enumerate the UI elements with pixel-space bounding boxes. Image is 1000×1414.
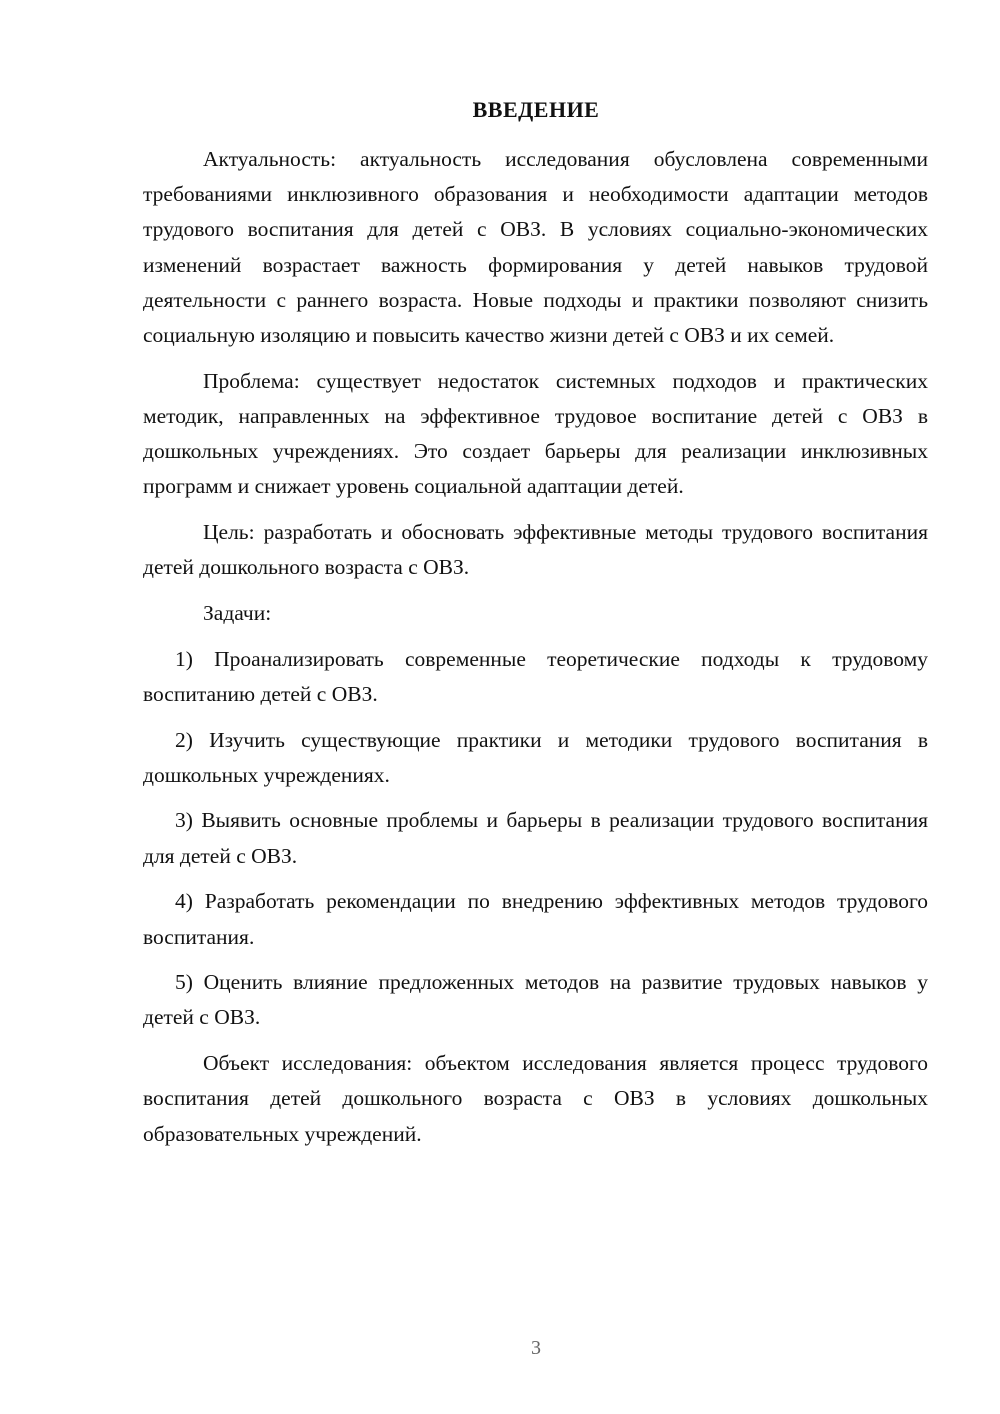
task-item-1: 1) Проанализировать современные теоретические подходы к трудовому воспитанию детей с ОВЗ.: [143, 646, 928, 706]
paragraph-problem: Проблема: существует недостаток системных подходов и практических методик, направленных на эффективное трудовое воспитание детей с ОВЗ в дошкольных учреждениях. Это создает барьеры для реализации инклюзивных программ и снижает уровень социальной адаптации детей.: [143, 368, 928, 499]
paragraph-goal: Цель: разработать и обосновать эффективные методы трудового воспитания детей дошкольного возраста с ОВЗ.: [143, 520, 928, 580]
document-body: [143, 142, 928, 1152]
task-item-5: 5) Оценить влияние предложенных методов на развитие трудовых навыков у детей с ОВЗ.: [143, 970, 928, 1030]
paragraph-research-object: Объект исследования: объектом исследования является процесс трудового воспитания детей дошкольного возраста с ОВЗ в условиях дошкольных образовательных учреждений.: [143, 1051, 928, 1146]
paragraph-relevance: Актуальность: актуальность исследования обусловлена современными требованиями инклюзивного образования и необходимости адаптации методов трудового воспитания для детей с ОВЗ. В условиях социально-экономических изменений возрастает важность формирования у детей навыков трудовой деятельности с раннего возраста. Новые подходы и практики позволяют снизить социальную изоляцию и повысить качество жизни детей с ОВЗ и их семей.: [143, 147, 928, 348]
section-title: ВВЕДЕНИЕ: [472, 97, 600, 122]
task-item-3: 3) Выявить основные проблемы и барьеры в реализации трудового воспитания для детей с ОВЗ.: [143, 808, 928, 868]
task-item-4: 4) Разработать рекомендации по внедрению эффективных методов трудового воспитания.: [143, 889, 928, 949]
task-list: [143, 642, 928, 1036]
paragraph-tasks-heading: Задачи:: [203, 600, 272, 625]
page-number: 3: [531, 1337, 541, 1359]
task-item-2: 2) Изучить существующие практики и методики трудового воспитания в дошкольных учреждениях.: [143, 727, 928, 787]
